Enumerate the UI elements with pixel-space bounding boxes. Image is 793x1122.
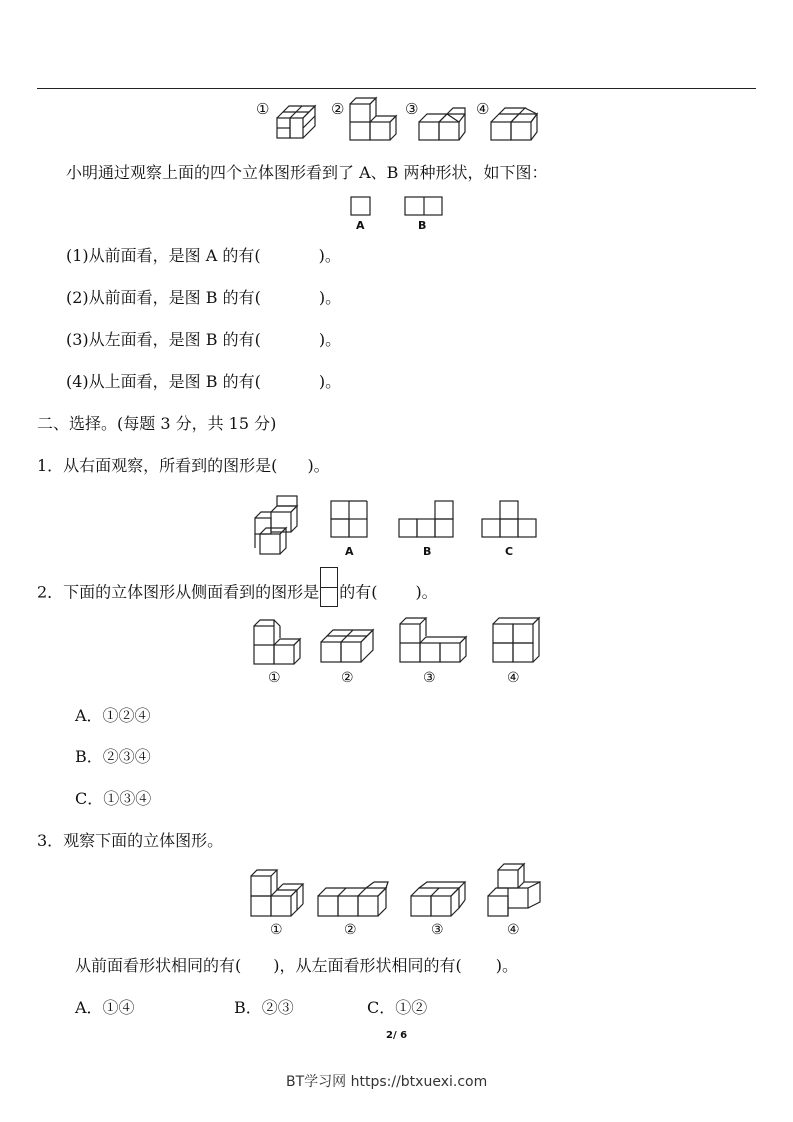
question-close: )。 [318,288,342,307]
q3-figure-2 [317,880,391,918]
question-text: 1．从右面观察，所看到的图形是( [37,456,278,475]
q1-option-a-label: A [345,545,354,558]
question-text: (1)从前面看，是图 A 的有( [66,246,261,265]
q3-figure-1 [250,868,306,918]
question-close: )。 [307,456,330,475]
shape-b [404,196,444,216]
question-text-after: 的有( [339,582,378,602]
question-close: )。 [415,582,438,602]
question-close: )。 [318,246,341,265]
q1-option-c-label: C [505,545,514,558]
part1-question-3 [66,330,341,350]
top-figure-1-cubes [276,98,322,140]
page-number: 2/ 6 [386,1030,408,1041]
q2-figure-label-1: ① [268,670,281,686]
q2-figure-label-3: ③ [423,670,436,686]
q3-text: 3．观察下面的立体图形。 [37,831,224,850]
fig-label-3: ③ [405,100,419,118]
q1-option-b-shape [398,500,458,540]
q3-option-b[interactable]: B．②③ [234,998,294,1017]
q3-figure-label-2: ② [344,922,357,938]
fig-label-1: ① [256,100,270,118]
q1-solid-figure [254,496,300,556]
top-figure-4-cubes [490,106,538,142]
question-text: (2)从前面看，是图 B 的有( [66,288,261,307]
q3-option-c[interactable]: C．①② [367,998,428,1017]
part1-question-4 [66,372,341,392]
sub-text-2: )，从左面看形状相同的有( [273,956,462,975]
q2-figure-label-2: ② [341,670,354,686]
q1-option-b-label: B [423,545,432,558]
side-view-shape [320,567,338,607]
q3-figure-3 [410,880,468,918]
q2-figure-label-4: ④ [507,670,520,686]
q3-figure-4 [487,862,543,918]
q2-figure-3 [399,616,467,664]
site-watermark[interactable]: BT学习网 https://btxuexi.com [286,1074,488,1090]
q1-option-a-shape [330,500,370,540]
question-close: )。 [318,330,342,349]
question-close: )。 [318,372,342,391]
q3-option-a[interactable]: A．①④ [75,998,135,1017]
header-rule [37,88,756,89]
q2-option-b[interactable]: B．②③④ [75,747,151,766]
question-text: 2．下面的立体图形从侧面看到的图形是 [37,582,320,602]
q3-figure-label-1: ① [270,922,283,938]
q2-option-c[interactable]: C．①③④ [75,789,152,808]
top-figure-2-cubes [349,96,397,142]
sub-text-1: 从前面看形状相同的有( [75,956,242,975]
question-text: (3)从左面看，是图 B 的有( [66,330,261,349]
q1-text [37,456,330,476]
top-figure-3-cubes [418,106,466,142]
sub-close: )。 [495,956,518,975]
section-2-heading: 二、选择。(每题 3 分，共 15 分) [37,414,277,433]
shape-a [350,196,372,216]
shape-a-label: A [356,219,365,232]
q2-text [37,579,438,607]
q3-figure-label-4: ④ [507,922,520,938]
q2-figure-2 [320,628,376,664]
part1-question-1 [66,246,341,266]
q3-figure-label-3: ③ [431,922,444,938]
fig-label-4: ④ [476,100,490,118]
q2-figure-1 [253,618,301,666]
q2-figure-4 [492,616,540,664]
q1-option-c-shape [481,500,541,540]
part1-question-2 [66,288,341,308]
question-text: (4)从上面看，是图 B 的有( [66,372,261,391]
q3-subquestion [75,956,518,976]
intro-text: 小明通过观察上面的四个立体图形看到了 A、B 两种形状，如下图： [66,163,548,182]
q2-option-a[interactable]: A．①②④ [75,706,151,725]
fig-label-2: ② [331,100,345,118]
shape-b-label: B [418,219,427,232]
